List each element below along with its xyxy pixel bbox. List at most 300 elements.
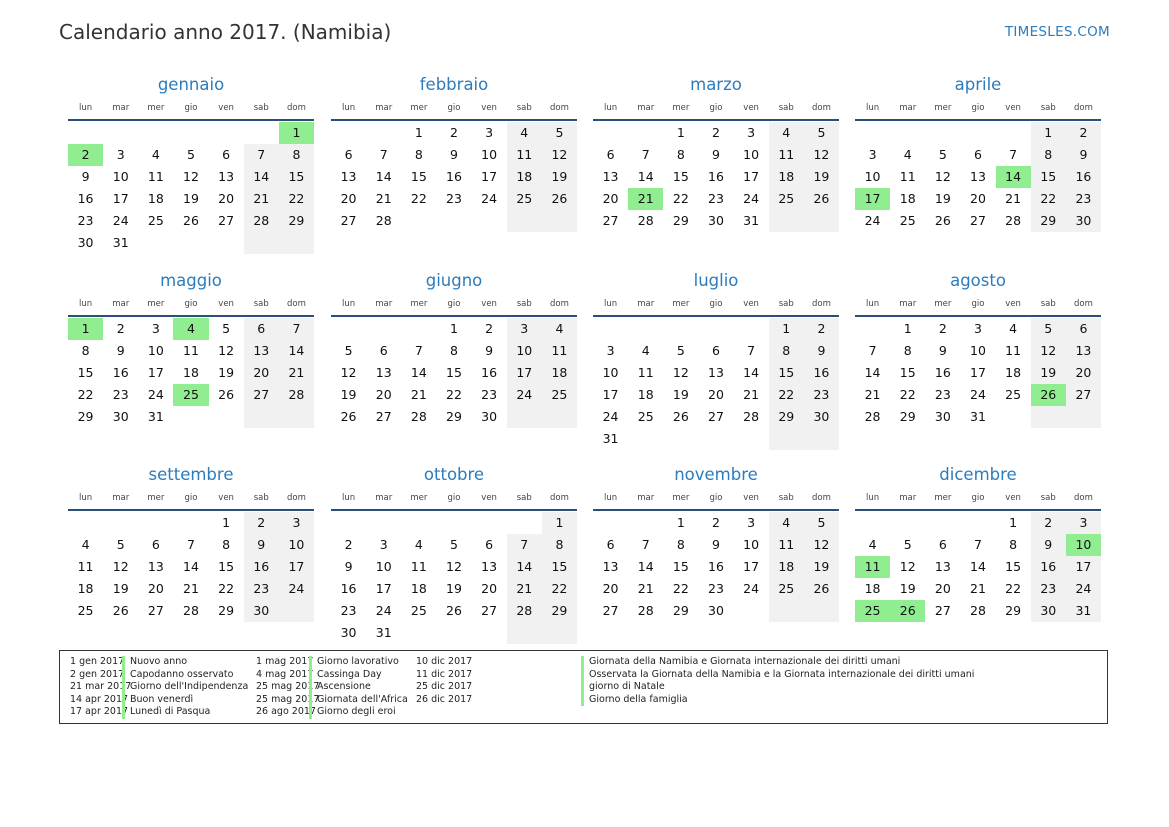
day-cell[interactable]: 13	[602, 169, 619, 184]
day-cell[interactable]: 20	[147, 581, 164, 596]
day-cell[interactable]: 14	[375, 169, 392, 184]
day-cell[interactable]: 15	[542, 556, 577, 578]
day-cell[interactable]: 31	[602, 431, 619, 446]
day-cell[interactable]: 1	[414, 125, 423, 140]
day-cell[interactable]: 9	[1031, 534, 1066, 556]
day-cell[interactable]: 7	[379, 147, 388, 162]
day-cell[interactable]: 24	[147, 387, 164, 402]
day-cell[interactable]: 18	[183, 365, 199, 380]
day-cell[interactable]: 28	[1005, 213, 1022, 228]
day-cell[interactable]: 5	[804, 512, 839, 534]
day-cell[interactable]: 4	[507, 122, 542, 144]
day-cell[interactable]: 21	[410, 387, 427, 402]
day-cell[interactable]: 12	[218, 343, 235, 358]
day-cell[interactable]: 9	[485, 343, 494, 358]
day-cell[interactable]: 4	[1009, 321, 1018, 336]
day-cell[interactable]: 20	[375, 387, 392, 402]
day-cell[interactable]: 10	[507, 340, 542, 362]
day-cell[interactable]: 27	[340, 213, 357, 228]
day-cell[interactable]: 10	[743, 537, 760, 552]
day-cell[interactable]: 1	[222, 515, 231, 530]
day-cell[interactable]: 18	[1005, 365, 1022, 380]
day-cell[interactable]: 22	[899, 387, 916, 402]
day-cell[interactable]: 14	[244, 166, 279, 188]
day-cell[interactable]: 30	[708, 603, 724, 618]
day-cell[interactable]: 13	[340, 169, 357, 184]
day-cell[interactable]: 7	[187, 537, 195, 552]
day-cell[interactable]: 2	[804, 318, 839, 340]
day-cell[interactable]: 27	[1066, 384, 1101, 406]
day-cell[interactable]: 29	[279, 210, 314, 232]
day-cell[interactable]: 11	[1005, 343, 1022, 358]
day-cell[interactable]: 16	[1031, 556, 1066, 578]
day-cell[interactable]: 30	[481, 409, 498, 424]
day-cell[interactable]: 22	[218, 581, 235, 596]
day-cell[interactable]: 6	[606, 537, 615, 552]
day-cell[interactable]: 17	[743, 559, 760, 574]
day-cell[interactable]: 6	[938, 537, 947, 552]
day-cell[interactable]: 24	[375, 603, 392, 618]
day-cell[interactable]: 8	[542, 534, 577, 556]
day-cell[interactable]: 3	[747, 125, 756, 140]
day-cell[interactable]: 2	[450, 125, 458, 140]
day-cell[interactable]: 18	[147, 191, 164, 206]
day-cell[interactable]: 17	[481, 169, 498, 184]
day-cell[interactable]: 22	[446, 387, 462, 402]
day-cell[interactable]: 12	[672, 365, 689, 380]
day-cell[interactable]: 29	[899, 409, 916, 424]
day-cell[interactable]: 26	[934, 213, 951, 228]
day-cell[interactable]: 11	[410, 559, 427, 574]
day-cell[interactable]: 6	[606, 147, 615, 162]
day-cell[interactable]: 30	[1066, 210, 1101, 232]
day-cell[interactable]: 15	[1005, 559, 1022, 574]
day-cell[interactable]: 29	[672, 603, 689, 618]
day-cell[interactable]: 18	[77, 581, 94, 596]
day-cell[interactable]: 21	[244, 188, 279, 210]
day-cell[interactable]: 19	[183, 191, 199, 206]
day-cell[interactable]: 16	[708, 169, 724, 184]
day-cell[interactable]: 14	[970, 559, 986, 574]
day-cell[interactable]: 8	[279, 144, 314, 166]
day-cell[interactable]: 19	[934, 191, 951, 206]
day-cell[interactable]: 23	[77, 213, 94, 228]
day-cell[interactable]: 23	[244, 578, 279, 600]
day-cell[interactable]: 17	[375, 581, 392, 596]
day-cell[interactable]: 6	[1066, 318, 1101, 340]
day-cell[interactable]: 19	[340, 387, 357, 402]
day-cell[interactable]: 17	[279, 556, 314, 578]
holiday-day-cell[interactable]: 10	[1066, 534, 1101, 556]
day-cell[interactable]: 23	[340, 603, 357, 618]
day-cell[interactable]: 11	[637, 365, 654, 380]
day-cell[interactable]: 25	[1005, 387, 1022, 402]
day-cell[interactable]: 5	[1031, 318, 1066, 340]
day-cell[interactable]: 3	[279, 512, 314, 534]
day-cell[interactable]: 22	[542, 578, 577, 600]
day-cell[interactable]: 27	[218, 213, 235, 228]
day-cell[interactable]: 13	[218, 169, 235, 184]
day-cell[interactable]: 31	[970, 409, 986, 424]
day-cell[interactable]: 8	[903, 343, 912, 358]
day-cell[interactable]: 8	[1009, 537, 1018, 552]
day-cell[interactable]: 31	[147, 409, 164, 424]
day-cell[interactable]: 15	[77, 365, 94, 380]
day-cell[interactable]: 30	[708, 213, 724, 228]
day-cell[interactable]: 26	[446, 603, 462, 618]
day-cell[interactable]: 2	[244, 512, 279, 534]
day-cell[interactable]: 9	[1066, 144, 1101, 166]
day-cell[interactable]: 5	[222, 321, 231, 336]
day-cell[interactable]: 20	[481, 581, 498, 596]
day-cell[interactable]: 13	[934, 559, 951, 574]
day-cell[interactable]: 8	[81, 343, 90, 358]
day-cell[interactable]: 5	[938, 147, 947, 162]
day-cell[interactable]: 11	[899, 169, 916, 184]
day-cell[interactable]: 12	[1031, 340, 1066, 362]
day-cell[interactable]: 10	[602, 365, 619, 380]
day-cell[interactable]: 2	[1031, 512, 1066, 534]
day-cell[interactable]: 16	[340, 581, 357, 596]
day-cell[interactable]: 20	[218, 191, 235, 206]
holiday-day-cell[interactable]: 17	[855, 188, 890, 210]
day-cell[interactable]: 23	[112, 387, 129, 402]
day-cell[interactable]: 24	[602, 409, 619, 424]
day-cell[interactable]: 10	[970, 343, 986, 358]
day-cell[interactable]: 1	[676, 515, 685, 530]
day-cell[interactable]: 27	[244, 384, 279, 406]
day-cell[interactable]: 23	[481, 387, 498, 402]
day-cell[interactable]: 14	[637, 169, 654, 184]
day-cell[interactable]: 18	[507, 166, 542, 188]
day-cell[interactable]: 26	[340, 409, 357, 424]
day-cell[interactable]: 18	[769, 556, 804, 578]
day-cell[interactable]: 31	[743, 213, 760, 228]
day-cell[interactable]: 18	[410, 581, 427, 596]
day-cell[interactable]: 12	[804, 144, 839, 166]
day-cell[interactable]: 20	[970, 191, 986, 206]
day-cell[interactable]: 21	[375, 191, 392, 206]
day-cell[interactable]: 27	[375, 409, 392, 424]
day-cell[interactable]: 11	[542, 340, 577, 362]
day-cell[interactable]: 3	[868, 147, 877, 162]
day-cell[interactable]: 14	[410, 365, 427, 380]
day-cell[interactable]: 18	[864, 581, 881, 596]
day-cell[interactable]: 19	[672, 387, 689, 402]
day-cell[interactable]: 24	[970, 387, 986, 402]
day-cell[interactable]: 20	[244, 362, 279, 384]
day-cell[interactable]: 4	[868, 537, 877, 552]
day-cell[interactable]: 4	[81, 537, 90, 552]
day-cell[interactable]: 13	[1066, 340, 1101, 362]
day-cell[interactable]: 13	[481, 559, 498, 574]
day-cell[interactable]: 4	[769, 122, 804, 144]
day-cell[interactable]: 9	[450, 147, 458, 162]
day-cell[interactable]: 7	[244, 144, 279, 166]
day-cell[interactable]: 9	[712, 147, 720, 162]
day-cell[interactable]: 15	[769, 362, 804, 384]
day-cell[interactable]: 7	[507, 534, 542, 556]
day-cell[interactable]: 23	[934, 387, 951, 402]
day-cell[interactable]: 10	[375, 559, 392, 574]
day-cell[interactable]: 14	[864, 365, 881, 380]
day-cell[interactable]: 15	[446, 365, 462, 380]
day-cell[interactable]: 30	[112, 409, 129, 424]
day-cell[interactable]: 29	[672, 213, 689, 228]
day-cell[interactable]: 30	[934, 409, 951, 424]
day-cell[interactable]: 5	[676, 343, 685, 358]
day-cell[interactable]: 2	[344, 537, 353, 552]
day-cell[interactable]: 28	[864, 409, 881, 424]
day-cell[interactable]: 5	[542, 122, 577, 144]
day-cell[interactable]: 17	[1066, 556, 1101, 578]
day-cell[interactable]: 11	[769, 534, 804, 556]
day-cell[interactable]: 8	[450, 343, 458, 358]
day-cell[interactable]: 3	[151, 321, 160, 336]
day-cell[interactable]: 28	[970, 603, 986, 618]
day-cell[interactable]: 22	[672, 581, 689, 596]
day-cell[interactable]: 7	[641, 147, 650, 162]
day-cell[interactable]: 23	[804, 384, 839, 406]
day-cell[interactable]: 26	[112, 603, 129, 618]
day-cell[interactable]: 19	[1031, 362, 1066, 384]
day-cell[interactable]: 27	[970, 213, 986, 228]
day-cell[interactable]: 24	[743, 191, 760, 206]
day-cell[interactable]: 14	[637, 559, 654, 574]
day-cell[interactable]: 26	[804, 188, 839, 210]
day-cell[interactable]: 6	[344, 147, 353, 162]
day-cell[interactable]: 20	[602, 191, 619, 206]
day-cell[interactable]: 31	[112, 235, 129, 250]
day-cell[interactable]: 27	[934, 603, 951, 618]
day-cell[interactable]: 5	[450, 537, 458, 552]
day-cell[interactable]: 22	[1031, 188, 1066, 210]
day-cell[interactable]: 9	[938, 343, 947, 358]
day-cell[interactable]: 14	[279, 340, 314, 362]
day-cell[interactable]: 6	[974, 147, 982, 162]
day-cell[interactable]: 21	[637, 581, 654, 596]
day-cell[interactable]: 2	[116, 321, 125, 336]
day-cell[interactable]: 21	[279, 362, 314, 384]
day-cell[interactable]: 29	[218, 603, 235, 618]
day-cell[interactable]: 1	[769, 318, 804, 340]
holiday-day-cell[interactable]: 21	[628, 188, 663, 210]
day-cell[interactable]: 23	[1031, 578, 1066, 600]
day-cell[interactable]: 16	[446, 169, 462, 184]
day-cell[interactable]: 13	[244, 340, 279, 362]
day-cell[interactable]: 28	[507, 600, 542, 622]
day-cell[interactable]: 11	[769, 144, 804, 166]
day-cell[interactable]: 11	[77, 559, 94, 574]
day-cell[interactable]: 18	[542, 362, 577, 384]
day-cell[interactable]: 28	[637, 603, 654, 618]
day-cell[interactable]: 29	[77, 409, 94, 424]
day-cell[interactable]: 27	[602, 213, 619, 228]
day-cell[interactable]: 2	[485, 321, 494, 336]
day-cell[interactable]: 4	[414, 537, 423, 552]
day-cell[interactable]: 26	[804, 578, 839, 600]
day-cell[interactable]: 27	[481, 603, 498, 618]
day-cell[interactable]: 8	[676, 537, 685, 552]
day-cell[interactable]: 3	[974, 321, 982, 336]
day-cell[interactable]: 22	[672, 191, 689, 206]
day-cell[interactable]: 16	[481, 365, 498, 380]
day-cell[interactable]: 23	[708, 191, 724, 206]
day-cell[interactable]: 7	[414, 343, 423, 358]
day-cell[interactable]: 29	[1005, 603, 1022, 618]
day-cell[interactable]: 11	[183, 343, 199, 358]
day-cell[interactable]: 29	[769, 406, 804, 428]
holiday-day-cell[interactable]: 26	[1031, 384, 1066, 406]
day-cell[interactable]: 5	[116, 537, 125, 552]
day-cell[interactable]: 17	[112, 191, 129, 206]
day-cell[interactable]: 4	[769, 512, 804, 534]
day-cell[interactable]: 13	[602, 559, 619, 574]
day-cell[interactable]: 1	[542, 512, 577, 534]
day-cell[interactable]: 9	[81, 169, 90, 184]
day-cell[interactable]: 24	[1066, 578, 1101, 600]
day-cell[interactable]: 15	[672, 169, 689, 184]
day-cell[interactable]: 2	[712, 125, 720, 140]
day-cell[interactable]: 15	[672, 559, 689, 574]
day-cell[interactable]: 5	[903, 537, 912, 552]
day-cell[interactable]: 30	[1031, 600, 1066, 622]
day-cell[interactable]: 19	[112, 581, 129, 596]
day-cell[interactable]: 4	[903, 147, 912, 162]
day-cell[interactable]: 20	[340, 191, 357, 206]
day-cell[interactable]: 10	[147, 343, 164, 358]
day-cell[interactable]: 8	[769, 340, 804, 362]
day-cell[interactable]: 1	[903, 321, 912, 336]
day-cell[interactable]: 25	[542, 384, 577, 406]
day-cell[interactable]: 7	[974, 537, 982, 552]
day-cell[interactable]: 16	[804, 362, 839, 384]
day-cell[interactable]: 1	[676, 125, 685, 140]
day-cell[interactable]: 22	[769, 384, 804, 406]
day-cell[interactable]: 26	[218, 387, 235, 402]
day-cell[interactable]: 24	[481, 191, 498, 206]
day-cell[interactable]: 18	[899, 191, 916, 206]
day-cell[interactable]: 12	[542, 144, 577, 166]
day-cell[interactable]: 21	[743, 387, 760, 402]
day-cell[interactable]: 13	[147, 559, 164, 574]
day-cell[interactable]: 8	[1031, 144, 1066, 166]
day-cell[interactable]: 21	[507, 578, 542, 600]
day-cell[interactable]: 3	[116, 147, 125, 162]
day-cell[interactable]: 10	[743, 147, 760, 162]
day-cell[interactable]: 7	[868, 343, 877, 358]
day-cell[interactable]: 15	[218, 559, 235, 574]
day-cell[interactable]: 22	[279, 188, 314, 210]
day-cell[interactable]: 6	[485, 537, 494, 552]
day-cell[interactable]: 11	[507, 144, 542, 166]
day-cell[interactable]: 19	[446, 581, 462, 596]
day-cell[interactable]: 26	[542, 188, 577, 210]
holiday-day-cell[interactable]: 26	[890, 600, 925, 622]
holiday-day-cell[interactable]: 11	[855, 556, 890, 578]
day-cell[interactable]: 4	[641, 343, 650, 358]
day-cell[interactable]: 5	[804, 122, 839, 144]
day-cell[interactable]: 26	[672, 409, 689, 424]
day-cell[interactable]: 31	[1066, 600, 1101, 622]
day-cell[interactable]: 16	[112, 365, 129, 380]
day-cell[interactable]: 2	[938, 321, 947, 336]
day-cell[interactable]: 28	[183, 603, 199, 618]
day-cell[interactable]: 13	[970, 169, 986, 184]
day-cell[interactable]: 6	[222, 147, 231, 162]
day-cell[interactable]: 8	[414, 147, 423, 162]
holiday-day-cell[interactable]: 4	[173, 318, 208, 340]
day-cell[interactable]: 6	[151, 537, 160, 552]
day-cell[interactable]: 8	[222, 537, 231, 552]
day-cell[interactable]: 27	[708, 409, 724, 424]
day-cell[interactable]: 18	[769, 166, 804, 188]
day-cell[interactable]: 12	[804, 534, 839, 556]
day-cell[interactable]: 22	[410, 191, 427, 206]
day-cell[interactable]: 15	[899, 365, 916, 380]
day-cell[interactable]: 10	[481, 147, 498, 162]
day-cell[interactable]: 26	[183, 213, 199, 228]
day-cell[interactable]: 2	[1066, 122, 1101, 144]
day-cell[interactable]: 1	[1009, 515, 1018, 530]
day-cell[interactable]: 17	[507, 362, 542, 384]
day-cell[interactable]: 13	[375, 365, 392, 380]
day-cell[interactable]: 4	[542, 318, 577, 340]
day-cell[interactable]: 24	[743, 581, 760, 596]
day-cell[interactable]: 6	[379, 343, 388, 358]
day-cell[interactable]: 23	[708, 581, 724, 596]
day-cell[interactable]: 24	[864, 213, 881, 228]
day-cell[interactable]: 16	[77, 191, 94, 206]
day-cell[interactable]: 18	[637, 387, 654, 402]
holiday-day-cell[interactable]: 25	[173, 384, 208, 406]
day-cell[interactable]: 17	[743, 169, 760, 184]
day-cell[interactable]: 12	[934, 169, 951, 184]
day-cell[interactable]: 1	[1031, 122, 1066, 144]
holiday-day-cell[interactable]: 14	[996, 166, 1031, 188]
day-cell[interactable]: 20	[708, 387, 724, 402]
day-cell[interactable]: 20	[1066, 362, 1101, 384]
day-cell[interactable]: 2	[712, 515, 720, 530]
day-cell[interactable]: 16	[1066, 166, 1101, 188]
day-cell[interactable]: 29	[542, 600, 577, 622]
day-cell[interactable]: 16	[708, 559, 724, 574]
day-cell[interactable]: 25	[147, 213, 164, 228]
day-cell[interactable]: 3	[485, 125, 494, 140]
day-cell[interactable]: 21	[864, 387, 881, 402]
day-cell[interactable]: 5	[187, 147, 195, 162]
day-cell[interactable]: 28	[244, 210, 279, 232]
day-cell[interactable]: 17	[147, 365, 164, 380]
day-cell[interactable]: 19	[804, 556, 839, 578]
day-cell[interactable]: 25	[637, 409, 654, 424]
day-cell[interactable]: 25	[507, 188, 542, 210]
day-cell[interactable]: 30	[244, 600, 279, 622]
day-cell[interactable]: 10	[279, 534, 314, 556]
day-cell[interactable]: 6	[712, 343, 720, 358]
day-cell[interactable]: 9	[344, 559, 353, 574]
day-cell[interactable]: 7	[279, 318, 314, 340]
day-cell[interactable]: 22	[77, 387, 94, 402]
holiday-day-cell[interactable]: 25	[855, 600, 890, 622]
day-cell[interactable]: 23	[446, 191, 462, 206]
day-cell[interactable]: 10	[864, 169, 881, 184]
holiday-day-cell[interactable]: 1	[68, 318, 103, 340]
day-cell[interactable]: 9	[804, 340, 839, 362]
day-cell[interactable]: 13	[708, 365, 724, 380]
day-cell[interactable]: 25	[769, 188, 804, 210]
day-cell[interactable]: 17	[602, 387, 619, 402]
